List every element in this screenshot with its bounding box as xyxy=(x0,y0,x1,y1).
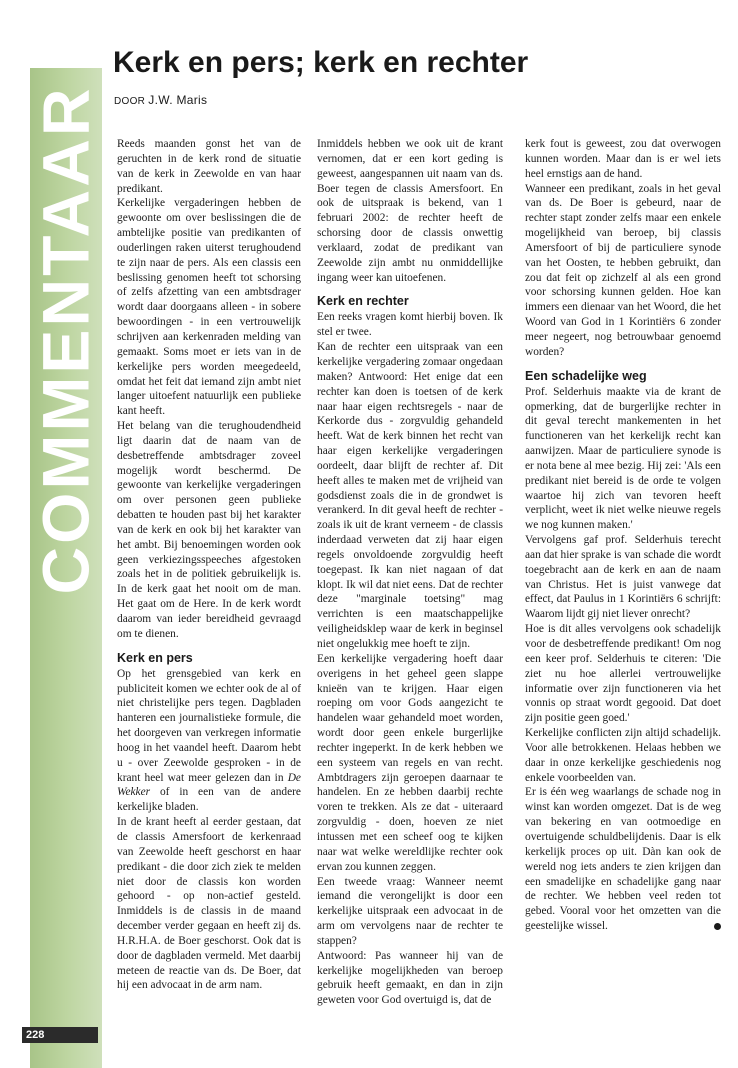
end-of-article-icon xyxy=(714,923,721,930)
publication-name: De Wekker xyxy=(117,771,301,799)
paragraph: Reeds maanden gonst het van de geruchten in de kerk rond de situatie van de kerk in Zeewolde en van haar predikant. xyxy=(117,138,301,195)
page-number: 228 xyxy=(26,1029,45,1041)
byline-author: J.W. Maris xyxy=(148,93,208,107)
article-title: Kerk en pers; kerk en rechter xyxy=(113,46,529,79)
column-2 xyxy=(317,137,503,1008)
paragraph: Kerkelijke conflicten zijn altijd schadelijk. Voor alle betrokkenen. Helaas hebben we daar in onze kerkelijke geschiedenis nog enkele voorbeelden van. xyxy=(525,727,721,784)
paragraph: In de krant heeft al eerder gestaan, dat de classis Amersfoort de kerkenraad van Zeewolde heeft geschorst en haar predikant - die door zich ziek te melden niet door de classis kon worden gehoord - op non-actief gesteld. Inmiddels is de classis in de maand december verder gegaan en heeft zij ds. H.R.H.A. de Boer geschorst. Ook dat is door de dagbladen vermeld. Met daarbij meteen de reactie van ds. De Boer, dat hij een advocaat in de arm nam. xyxy=(117,816,301,992)
text-run: Er is één weg waarlangs de schade nog in winst kan worden omgezet. Dat is de weg van bekering en van ootmoedige en overtuigende schuldbelijdenis. Daar is elk kerkelijk proces op uit. Dàn kan ook de wereld nog iets anders te zien krijgen dan een smadelijke en schadelijke gang naar de rechter. We hebben veel reden tot gebed. Vooral voor het omzetten van die geestelijke wissel. xyxy=(525,786,721,933)
paragraph: Een reeks vragen komt hierbij boven. Ik stel er twee. xyxy=(317,311,503,339)
paragraph: Wanneer een predikant, zoals in het geval van ds. De Boer is gebeurd, naar de rechter stapt zonder zelfs maar een enkele mogelijkheid van beroep, bij classis Amersfoort of bij de particuliere synode van het Oosten, te hebben gebruikt, dan zou dat feit op zichzelf al als een grond voor schorsing kunnen gelden. Hoe kan immers een dienaar van het Woord, die het Woord van God in 1 Korintiërs 6 zonder meer negeert, nog betrouwbaar genoemd worden? xyxy=(525,182,721,358)
paragraph xyxy=(117,667,301,815)
column-1 xyxy=(117,137,301,993)
text-run: of in een van de andere kerkelijke bladen. xyxy=(117,786,301,814)
section-label-text: COMMENTAAR xyxy=(29,85,103,595)
paragraph xyxy=(525,785,721,933)
byline-prefix: DOOR xyxy=(114,96,146,107)
column-3 xyxy=(525,137,721,934)
paragraph: Hoe is dit alles vervolgens ook schadelijk voor de desbetreffende predikant! Om nog een keer prof. Selderhuis te citeren: 'Die ziet nu hoe allerlei vertrouwelijke informatie over zijn functioneren via het vonnis op straat wordt gegooid. Dat doet zijn positie geen goed.' xyxy=(525,623,721,725)
paragraph: Het belang van die terughoudendheid ligt daarin dat de naam van de desbetreffende ambtsdrager zoveel mogelijk wordt beschermd. De gewoonte van kerkelijke vergaderingen om over personen geen publieke debatten te houden past bij het karakter van de kerk en ook bij het karakter van het ambt. Bij benoemingen worden ook geen verkiezingsspeeches afgestoken zoals het in de politiek gebruikelijk is. In de kerk gaat het nooit om de man. Het gaat om de Here. In de kerk wordt daarom van ieder bereidheid gevraagd om te dienen. xyxy=(117,420,301,640)
subheading-een-schadelijke-weg: Een schadelijke weg xyxy=(525,368,647,383)
byline xyxy=(114,93,207,107)
paragraph: Prof. Selderhuis maakte via de krant de opmerking, dat de burgerlijke rechter in dit geval terecht mankementen in het functioneren van het kerkelijk recht kan aanwijzen. Maar de particuliere synode is er nota bene al mee bezig. Hij zei: 'Als een predikant niet bereid is de orde te volgen waartoe hij zich van tevoren heeft verplicht, weet ik niet welke nieuwe regels we nog kunnen maken.' xyxy=(525,385,721,532)
paragraph: Antwoord: Pas wanneer hij van de kerkelijke mogelijkheden van beroep gebruik heeft gemaakt, en dan in zijn geweten voor God overtuigd is, dat de xyxy=(317,949,503,1007)
paragraph: kerk fout is geweest, zou dat overwogen kunnen worden. Maar dan is er wel iets heel ernstigs aan de hand. xyxy=(525,138,721,180)
text-run: Op het grensgebied van kerk en publiciteit komen we echter ook de al of niet christelijke pers tegen. Dagbladen hanteren een journalistieke formule, die het doorgeven van verkregen informatie hoog in het vaandel heeft. Daarom hebt u - over Zeewolde gesproken - in de krant heel wat meer gelezen dan in xyxy=(117,667,301,784)
subheading-kerk-en-pers: Kerk en pers xyxy=(117,650,193,665)
paragraph: Kan de rechter een uitspraak van een kerkelijke vergadering zomaar ongedaan maken? Antwoord: Het enige dat een rechter kan doen is toetsen of de kerk naar haar eigen rechtsregels - naar de Kerkorde dus - zorgvuldig gehandeld heeft. Wat de kerk binnen het recht van haar eigen kerkelijke vergaderingen oordeelt, daar blijft de rechter af. Dit heeft alles te maken met de vrijheid van godsdienst zoals die in de grondwet is verankerd. In dit geval heeft de rechter - zoals ik uit de krant verneem - de classis inderdaad verweten dat zij haar eigen regels onvoldoende zorgvuldig heeft toegepast. Ik kan niet nagaan of dat klopt. Ik wil dat niet eens. Dat de rechter deze "marginale toetsing" mag verrichten is een maatschappelijke veiligheidsklep waar de kerk in beginsel niet ongelukkig mee hoeft te zijn. xyxy=(317,341,503,650)
paragraph: Inmiddels hebben we ook uit de krant vernomen, dat er een kort geding is geweest, aangespannen uit naam van ds. Boer tegen de classis Amersfoort. En ook de uitspraak is bekend, van 1 februari 2002: de rechter heeft de schorsing door de classis onwettig verklaard, zodat de predikant van Zeewolde zijn ambt nu onmiddellijke ingang weer kan uitoefenen. xyxy=(317,138,503,284)
subheading-kerk-en-rechter: Kerk en rechter xyxy=(317,294,409,309)
section-label xyxy=(30,80,102,600)
paragraph: Kerkelijke vergaderingen hebben de gewoonte om over beslissingen die de ambtelijke positie van predikanten of ouderlingen raken uiterst terughoudend te zijn naar de pers. Als een classis een beslissing genomen heeft tot schorsing of zelfs afzetting van een ambtsdrager wordt daar doorgaans alleen - in sobere bewoordingen - in een vertrouwelijk schrijven aan kerkenraden melding van gemaakt. Soms moet er iets van in de kerkelijke pers worden meegedeeld, omdat het feit dat iemand zijn ambt niet langer uitoefent natuurlijk een publieke kant heeft. xyxy=(117,197,301,418)
paragraph: Vervolgens gaf prof. Selderhuis terecht aan dat hier sprake is van schade die wordt toegebracht aan de kerk en aan de naam van Christus. Het is juist vanwege dat effect, dat Paulus in 1 Korintiërs 6 schrijft: Waarom lijdt gij niet liever onrecht? xyxy=(525,534,721,621)
paragraph: Een tweede vraag: Wanneer neemt iemand die verongelijkt is door een kerkelijke uitspraak een advocaat in de arm om vervolgens naar de rechter te stappen? xyxy=(317,875,503,947)
paragraph: Een kerkelijke vergadering hoeft daar overigens in het geheel geen slappe knieën van te krijgen. Haar eigen roeping om voor Gods aangezicht te handelen waar gehandeld moet worden, wordt door geen enkele burgerlijke rechter ingeperkt. In de kerk hebben we een systeem van regels en van recht. Ambtdragers zijn geroepen daarnaar te handelen. En ze hebben daarbij rechte voren te trekken. Als ze dat - uiteraard zorgvuldig - doen, hoeven ze niet intussen met een scheef oog te kijken naar wat welke wereldlijke rechter ook ervan zou kunnen zeggen. xyxy=(317,652,503,873)
